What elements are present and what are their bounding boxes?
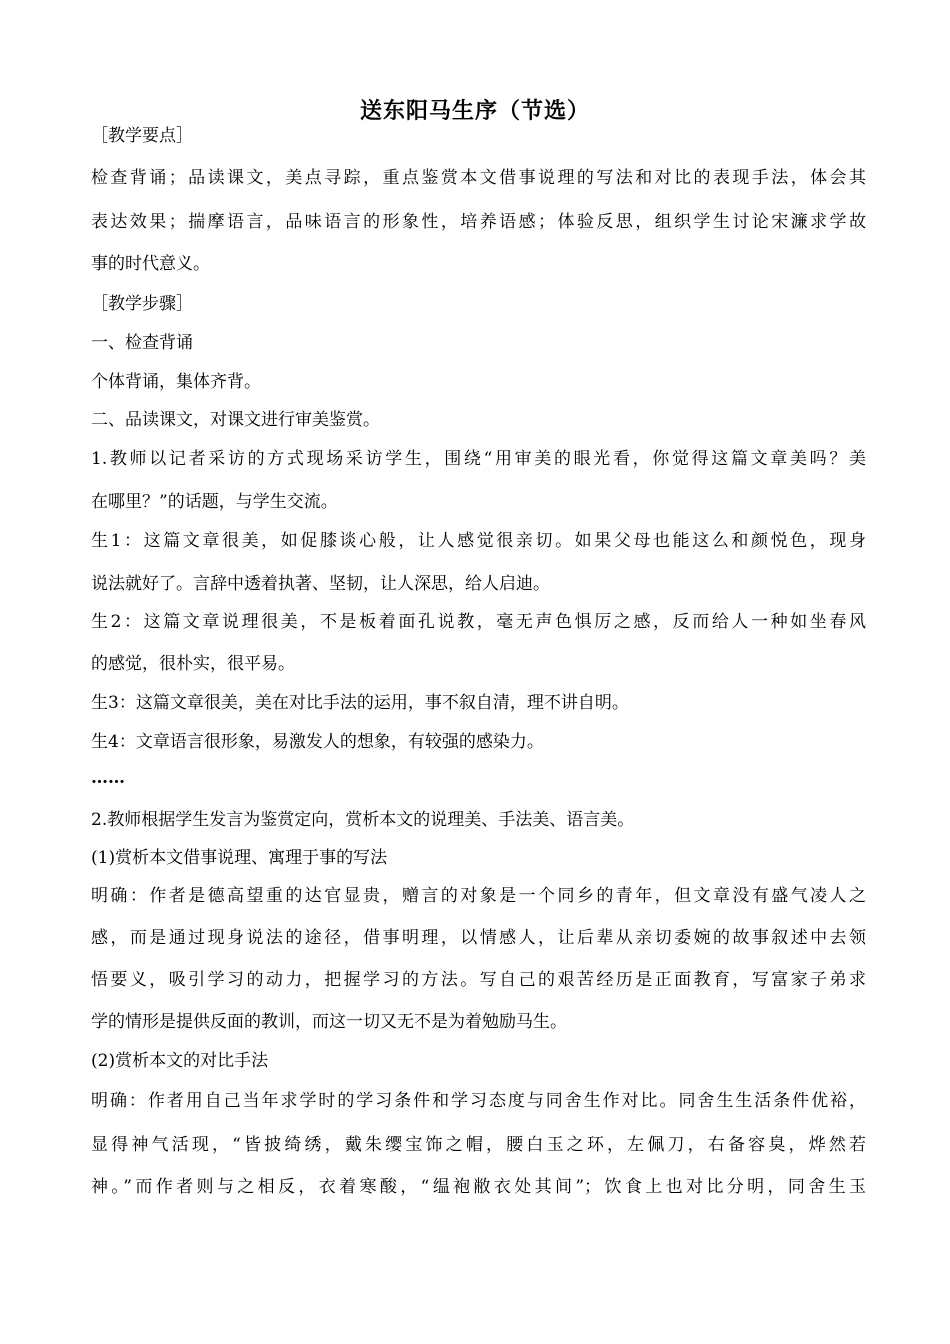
paragraph-line: 检查背诵；品读课文，美点寻踪，重点鉴赏本文借事说理的写法和对比的表现手法，体会其 (91, 168, 866, 188)
section-heading-teaching-points: ［教学要点］ (91, 126, 193, 146)
paragraph-line: 的感觉，很朴实，很平易。 (91, 654, 295, 674)
paragraph-line: 表达效果；揣摩语言，品味语言的形象性，培养语感；体验反思，组织学生讨论宋濂求学故 (91, 212, 866, 232)
paragraph-line: 生3：这篇文章很美，美在对比手法的运用，事不叙自清，理不讲自明。 (91, 693, 629, 713)
paragraph-line: 神。”而作者则与之相反，衣着寒酸，“缊袍敝衣处其间”；饮食上也对比分明，同舍生玉 (91, 1177, 866, 1197)
paragraph-line: 明确：作者是德高望重的达官显贵，赠言的对象是一个同乡的青年，但文章没有盛气凌人之 (91, 886, 866, 906)
step-heading-recite: 一、检查背诵 (91, 333, 193, 353)
paragraph-line: 事的时代意义。 (91, 254, 210, 274)
paragraph-line: 在哪里？”的话题，与学生交流。 (91, 492, 338, 512)
paragraph-line: 2.教师根据学生发言为鉴赏定向，赏析本文的说理美、手法美、语言美。 (91, 810, 635, 830)
subheading-line: (2)赏析本文的对比手法 (91, 1051, 269, 1071)
page-title: 送东阳马生序（节选） (359, 99, 590, 124)
section-heading-teaching-steps: ［教学步骤］ (91, 294, 193, 314)
paragraph-line: 1.教师以记者采访的方式现场采访学生，围绕“用审美的眼光看，你觉得这篇文章美吗？美 (91, 449, 866, 469)
paragraph-line: 明确：作者用自己当年求学时的学习条件和学习态度与同舍生作对比。同舍生生活条件优裕， (91, 1091, 866, 1111)
paragraph-line: 个体背诵，集体齐背。 (91, 372, 261, 392)
step-heading-appreciate: 二、品读课文，对课文进行审美鉴赏。 (91, 410, 380, 430)
paragraph-line: 生2：这篇文章说理很美，不是板着面孔说教，毫无声色惧厉之感，反而给人一种如坐春风 (91, 612, 866, 632)
subheading-line: (1)赏析本文借事说理、寓理于事的写法 (91, 848, 388, 868)
paragraph-line: 生1：这篇文章很美，如促膝谈心般，让人感觉很亲切。如果父母也能这么和颜悦色，现身 (91, 531, 866, 551)
paragraph-line: 学的情形是提供反面的教训，而这一切又无不是为着勉励马生。 (91, 1012, 567, 1032)
paragraph-line: 生4：文章语言很形象，易激发人的想象，有较强的感染力。 (91, 732, 544, 752)
paragraph-line: 悟要义，吸引学习的动力，把握学习的方法。写自己的艰苦经历是正面教育，写富家子弟求 (91, 970, 866, 990)
paragraph-line: 感，而是通过现身说法的途径，借事明理，以情感人，让后辈从亲切委婉的故事叙述中去领 (91, 928, 866, 948)
ellipsis-line: …… (91, 768, 125, 788)
paragraph-line: 显得神气活现，“皆披绮绣，戴朱缨宝饰之帽，腰白玉之环，左佩刀，右备容臭，烨然若 (91, 1135, 866, 1155)
paragraph-line: 说法就好了。言辞中透着执著、坚韧，让人深思，给人启迪。 (91, 574, 550, 594)
